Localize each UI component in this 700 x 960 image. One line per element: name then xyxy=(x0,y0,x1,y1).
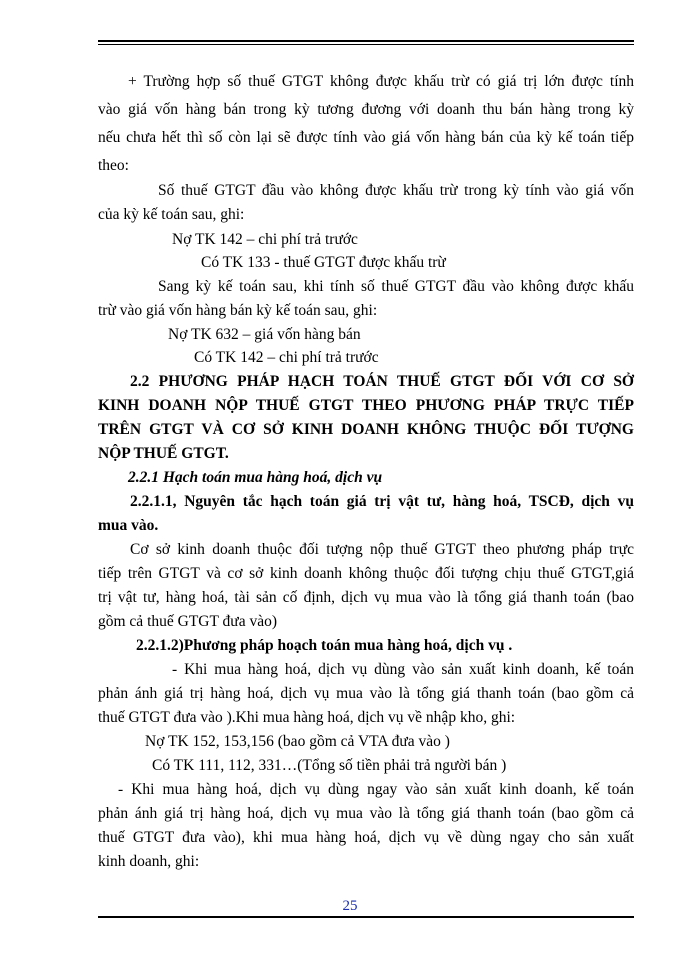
paragraph-line: phản ánh giá trị hàng hoá, dịch vụ mua vào là tổng giá thanh toán (bao gồm cả xyxy=(98,685,634,702)
footer-rule xyxy=(98,916,634,918)
section-heading: NỘP THUẾ GTGT. xyxy=(98,445,229,462)
section-heading: 2.2 PHƯƠNG PHÁP HẠCH TOÁN THUẾ GTGT ĐỐI VỚI CƠ SỞ xyxy=(130,373,634,390)
paragraph-line: thuế GTGT đưa vào ).Khi mua hàng hoá, dịch vụ về nhập kho, ghi: xyxy=(98,709,516,726)
section-heading: TRÊN GTGT VÀ CƠ SỞ KINH DOANH KHÔNG THUỘC ĐỐI TƯỢNG xyxy=(98,421,634,438)
paragraph-line: của kỳ kế toán sau, ghi: xyxy=(98,206,245,223)
subsubsection-heading: mua vào. xyxy=(98,517,159,534)
paragraph-line: kinh doanh, ghi: xyxy=(98,853,200,870)
subsubsection-heading: 2.2.1.1, Nguyên tắc hạch toán giá trị vật tư, hàng hoá, TSCĐ, dịch vụ xyxy=(130,493,634,510)
paragraph-line: trị vật tư, hàng hoá, tài sản cố định, dịch vụ mua vào là tổng giá thanh toán (bao xyxy=(98,589,634,606)
paragraph-line: phản ánh giá trị hàng hoá, dịch vụ mua vào là tổng giá thanh toán (bao gồm cả xyxy=(98,805,634,822)
paragraph-line: thuế GTGT đưa vào), khi mua hàng hoá, dịch vụ về dùng ngay cho sản xuất xyxy=(98,829,634,846)
paragraph-line: nếu chưa hết thì số còn lại sẽ được tính vào giá vốn hàng bán của kỳ kế toán tiếp xyxy=(98,129,634,146)
paragraph-line: - Khi mua hàng hoá, dịch vụ dùng ngay vào sản xuất kinh doanh, kế toán xyxy=(118,781,634,798)
journal-entry-credit: Có TK 111, 112, 331…(Tổng số tiền phải trả người bán ) xyxy=(152,757,507,774)
journal-entry-credit: Có TK 133 - thuế GTGT được khấu trừ xyxy=(201,254,446,271)
page-number: 25 xyxy=(342,898,358,914)
paragraph-line: theo: xyxy=(98,157,129,174)
paragraph-line: gồm cả thuế GTGT đưa vào) xyxy=(98,613,277,630)
section-heading: KINH DOANH NỘP THUẾ GTGT THEO PHƯƠNG PHÁP TRỰC TIẾP xyxy=(98,397,634,414)
journal-entry-debit: Nợ TK 152, 153,156 (bao gồm cả VTA đưa vào ) xyxy=(145,733,450,750)
header-rule xyxy=(98,40,634,42)
journal-entry-credit: Có TK 142 – chi phí trả trước xyxy=(194,349,379,366)
subsubsection-heading: 2.2.1.2)Phương pháp hoạch toán mua hàng hoá, dịch vụ . xyxy=(136,637,513,654)
journal-entry-debit: Nợ TK 142 – chi phí trả trước xyxy=(172,231,358,248)
paragraph-line: + Trường hợp số thuế GTGT không được khấu trừ có giá trị lớn được tính xyxy=(128,73,634,90)
header-rule-thin xyxy=(98,44,634,45)
paragraph-line: Sang kỳ kế toán sau, khi tính số thuế GTGT đầu vào không được khấu xyxy=(158,278,634,295)
journal-entry-debit: Nợ TK 632 – giá vốn hàng bán xyxy=(168,326,361,343)
paragraph-line: - Khi mua hàng hoá, dịch vụ dùng vào sản xuất kinh doanh, kế toán xyxy=(172,661,634,678)
paragraph-line: tiếp trên GTGT và cơ sở kinh doanh không thuộc đối tượng chịu thuế GTGT,giá xyxy=(98,565,634,582)
paragraph-line: vào giá vốn hàng bán trong kỳ tương đương với doanh thu bán hàng trong kỳ xyxy=(98,101,634,118)
paragraph-line: Cơ sở kinh doanh thuộc đối tượng nộp thuế GTGT theo phương pháp trực xyxy=(130,541,634,558)
subsection-heading: 2.2.1 Hạch toán mua hàng hoá, dịch vụ xyxy=(128,469,383,486)
paragraph-line: trừ vào giá vốn hàng bán kỳ kế toán sau, ghi: xyxy=(98,302,378,319)
paragraph-line: Số thuế GTGT đầu vào không được khấu trừ trong kỳ tính vào giá vốn xyxy=(158,182,634,199)
